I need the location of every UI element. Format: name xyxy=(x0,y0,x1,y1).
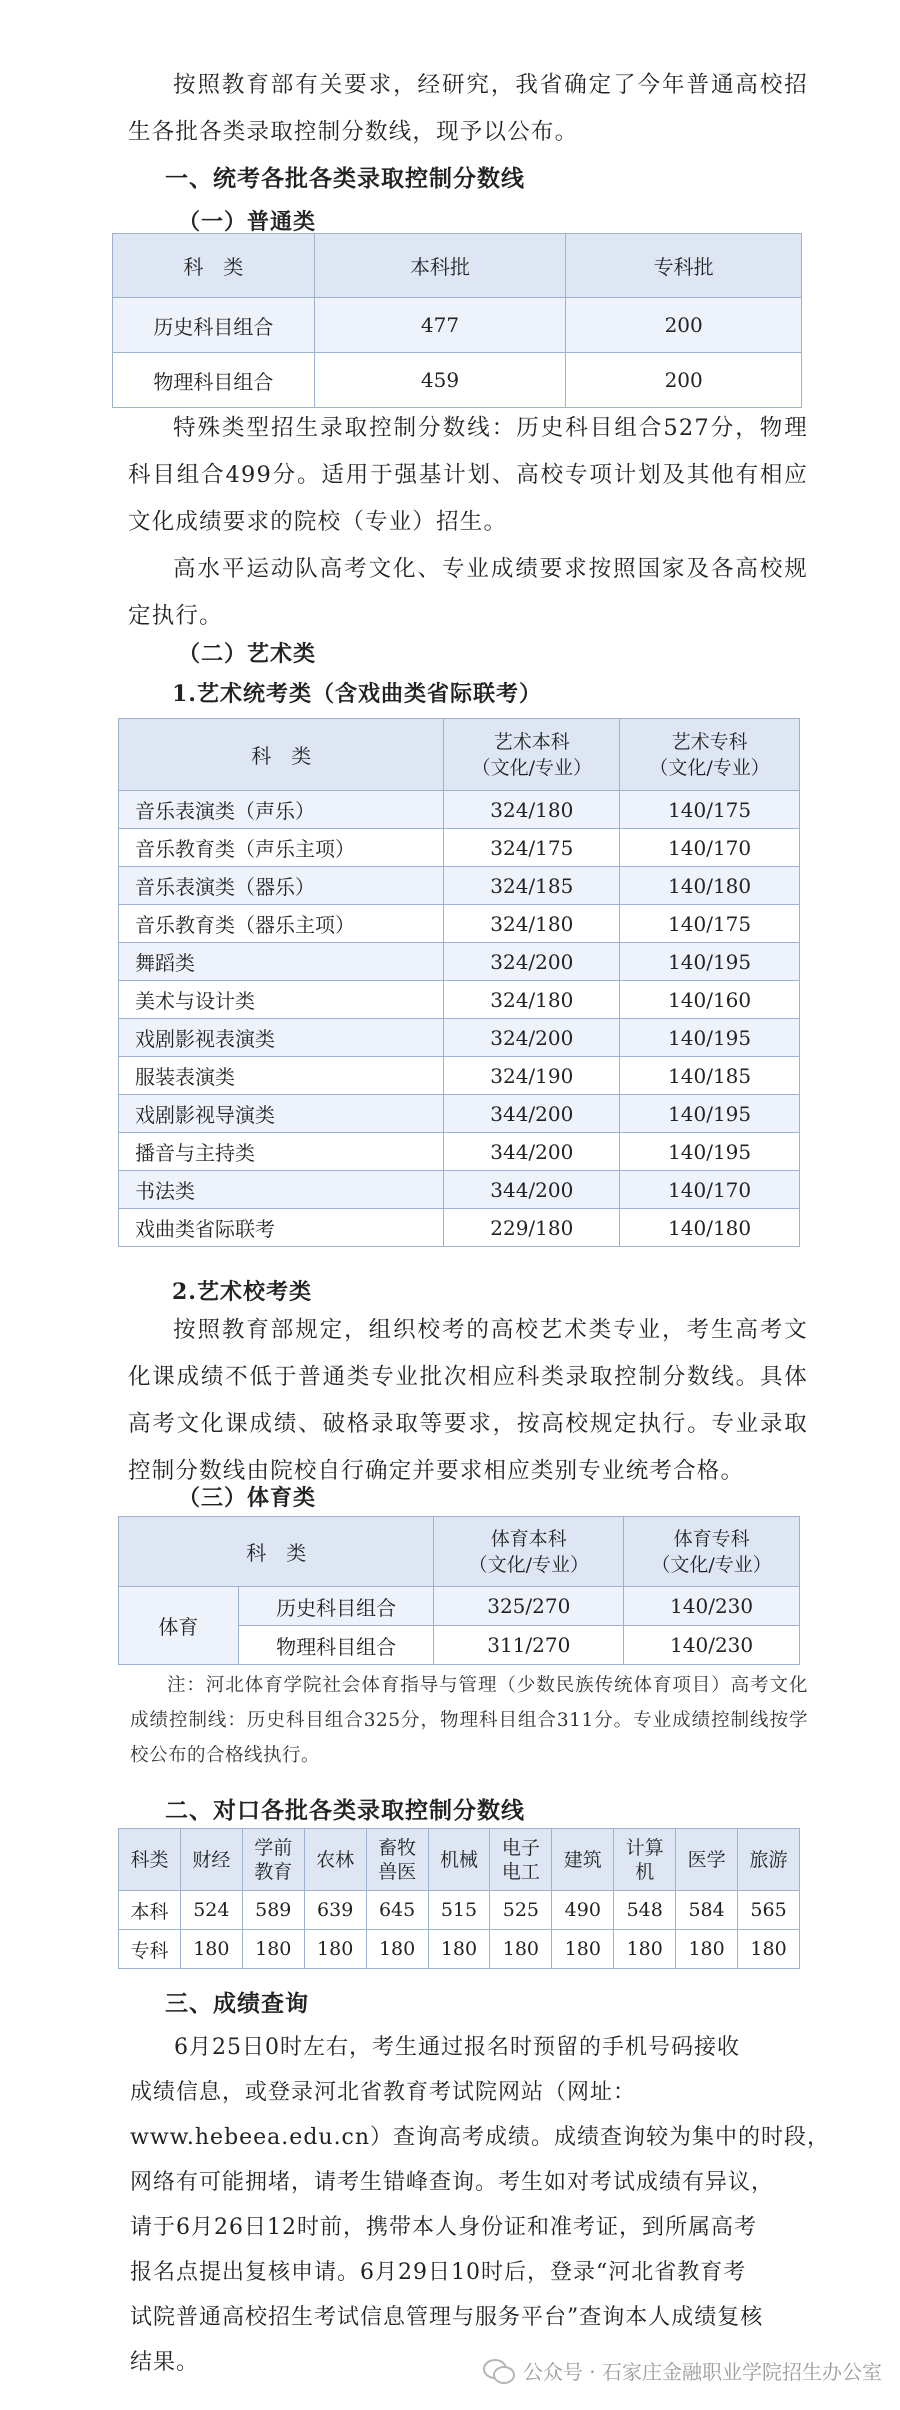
table-header-cell: 科 类 xyxy=(119,1517,434,1587)
table-cell: 524 xyxy=(180,1891,242,1930)
header-line: 艺术专科 xyxy=(671,730,748,753)
table-cell: 140/170 xyxy=(620,829,800,867)
table-cell: 180 xyxy=(490,1930,552,1969)
header-line: 科类 xyxy=(130,1848,169,1871)
query-line: 6月25日0时左右，考生通过报名时预留的手机号码接收 xyxy=(174,2035,740,2060)
header-line: 机械 xyxy=(439,1848,478,1871)
table-header-cell xyxy=(304,1829,366,1891)
art-school-paragraph: 按照教育部规定，组织校考的高校艺术类专业，考生高考文化课成绩不低于普通类专业批次相应科类录取控制分数线。具体高考文化课成绩、破格录取等要求，按高校规定执行。专业录取控制分数线由院校自行确定并要求相应类别专业统考合格。 xyxy=(128,1317,808,1484)
table-cell: 140/230 xyxy=(624,1587,800,1626)
query-line: 请于6月26日12时前，携带本人身份证和准考证，到所属高考 xyxy=(130,2215,757,2240)
table-cell: 639 xyxy=(304,1891,366,1930)
table-header-cell xyxy=(180,1829,242,1891)
table-header-cell xyxy=(444,719,620,791)
table-cell: 324/200 xyxy=(444,1019,620,1057)
table-cell: 140/195 xyxy=(620,1019,800,1057)
table-row xyxy=(119,791,800,829)
table-row xyxy=(119,905,800,943)
header-line: （文化/专业） xyxy=(471,756,592,779)
table-cell: 477 xyxy=(314,298,566,353)
table-cell: 229/180 xyxy=(444,1209,620,1247)
table-cell: 325/270 xyxy=(434,1587,624,1626)
table-header-cell: 本科批 xyxy=(314,234,566,298)
table-cell: 344/200 xyxy=(444,1095,620,1133)
table-cell: 324/200 xyxy=(444,943,620,981)
table-cell: 200 xyxy=(566,353,802,408)
table-header-row xyxy=(119,719,800,791)
header-line: （文化/专业） xyxy=(651,1553,772,1576)
table-header-cell xyxy=(366,1829,428,1891)
table-header-row xyxy=(113,234,802,298)
table-cell: 200 xyxy=(566,298,802,353)
table-cell: 140/175 xyxy=(620,791,800,829)
table-row xyxy=(119,1587,800,1626)
table-cell: 书法类 xyxy=(119,1171,444,1209)
wechat-icon xyxy=(483,2357,515,2383)
table-row xyxy=(119,829,800,867)
header-line: 体育本科 xyxy=(490,1527,567,1550)
query-line: 报名点提出复核申请。6月29日10时后，登录“河北省教育考 xyxy=(130,2260,747,2285)
table-cell: 324/180 xyxy=(444,905,620,943)
header-line: 医学 xyxy=(687,1848,726,1871)
table-cell: 180 xyxy=(614,1930,676,1969)
table-cell: 180 xyxy=(676,1930,738,1969)
table-cell: 140/175 xyxy=(620,905,800,943)
table-cell: 音乐教育类（声乐主项） xyxy=(119,829,444,867)
sub2-heading: （二）艺术类 xyxy=(178,641,317,667)
table-row xyxy=(119,867,800,905)
table-cell: 584 xyxy=(676,1891,738,1930)
sub2-1-heading: 1.艺术统考类（含戏曲类省际联考） xyxy=(172,681,542,707)
query-line: 结果。 xyxy=(130,2350,200,2375)
table-header-cell xyxy=(242,1829,304,1891)
header-line: 电子 xyxy=(501,1836,540,1859)
table-cell: 180 xyxy=(738,1930,800,1969)
table-cell: 645 xyxy=(366,1891,428,1930)
vocational-table xyxy=(118,1828,800,1969)
table-cell: 服装表演类 xyxy=(119,1057,444,1095)
section1-heading: 一、统考各批各类录取控制分数线 xyxy=(165,166,525,192)
header-line: 建筑 xyxy=(563,1848,602,1871)
table-cell: 589 xyxy=(242,1891,304,1930)
header-line: 机 xyxy=(635,1860,655,1883)
table-cell: 344/200 xyxy=(444,1171,620,1209)
table-header-cell xyxy=(676,1829,738,1891)
table-cell: 舞蹈类 xyxy=(119,943,444,981)
table-cell: 324/190 xyxy=(444,1057,620,1095)
table-cell: 490 xyxy=(552,1891,614,1930)
table-group-cell: 体育 xyxy=(119,1587,239,1665)
table-header-row xyxy=(119,1829,800,1891)
table-cell: 戏剧影视导演类 xyxy=(119,1095,444,1133)
table-cell: 专科 xyxy=(119,1930,181,1969)
table-header-cell xyxy=(614,1829,676,1891)
table-cell: 459 xyxy=(314,353,566,408)
sports-table xyxy=(118,1516,800,1665)
header-line: 农林 xyxy=(316,1848,355,1871)
query-paragraph xyxy=(130,2025,831,2385)
header-line: 学前 xyxy=(254,1836,293,1859)
table-header-cell: 科 类 xyxy=(113,234,315,298)
table-row xyxy=(119,1057,800,1095)
table-cell: 525 xyxy=(490,1891,552,1930)
table-cell: 324/180 xyxy=(444,791,620,829)
header-line: 畜牧 xyxy=(378,1836,417,1859)
table-row xyxy=(119,943,800,981)
table-cell: 140/170 xyxy=(620,1171,800,1209)
table-row xyxy=(113,353,802,408)
query-line: 网络有可能拥堵，请考生错峰查询。考生如对考试成绩有异议， xyxy=(130,2170,775,2195)
table-row xyxy=(119,1209,800,1247)
table-row xyxy=(113,298,802,353)
table-header-cell: 科 类 xyxy=(119,719,444,791)
table-cell: 180 xyxy=(366,1930,428,1969)
table-cell: 140/195 xyxy=(620,1133,800,1171)
table-cell: 音乐表演类（器乐） xyxy=(119,867,444,905)
table-cell: 180 xyxy=(242,1930,304,1969)
table-cell: 180 xyxy=(428,1930,490,1969)
table-header-cell: 专科批 xyxy=(566,234,802,298)
header-line: 艺术本科 xyxy=(493,730,570,753)
sub1-heading: （一）普通类 xyxy=(178,209,317,235)
table-cell: 180 xyxy=(180,1930,242,1969)
table-cell: 戏剧影视表演类 xyxy=(119,1019,444,1057)
art-table xyxy=(118,718,800,1247)
table-cell: 180 xyxy=(304,1930,366,1969)
header-line: 兽医 xyxy=(378,1860,417,1883)
table-header-cell xyxy=(428,1829,490,1891)
table-header-cell xyxy=(490,1829,552,1891)
header-line: 教育 xyxy=(254,1860,293,1883)
table-cell: 324/175 xyxy=(444,829,620,867)
sports-team-paragraph: 高水平运动队高考文化、专业成绩要求按照国家及各高校规定执行。 xyxy=(128,556,808,629)
table-cell: 324/185 xyxy=(444,867,620,905)
table-cell: 音乐表演类（声乐） xyxy=(119,791,444,829)
table-cell: 311/270 xyxy=(434,1626,624,1665)
header-line: （文化/专业） xyxy=(649,756,770,779)
table-header-row xyxy=(119,1517,800,1587)
table-cell: 180 xyxy=(552,1930,614,1969)
query-line: 试院普通高校招生考试信息管理与服务平台”查询本人成绩复核 xyxy=(130,2305,764,2330)
footer-text: 公众号 · 石家庄金融职业学院招生办公室 xyxy=(522,2359,882,2384)
footer-account xyxy=(0,2350,900,2390)
table-row xyxy=(119,981,800,1019)
table-cell: 戏曲类省际联考 xyxy=(119,1209,444,1247)
query-line: 成绩信息，或登录河北省教育考试院网站（网址： xyxy=(130,2080,637,2105)
table-header-cell xyxy=(738,1829,800,1891)
sub2-2-heading: 2.艺术校考类 xyxy=(172,1279,312,1305)
table-cell: 548 xyxy=(614,1891,676,1930)
section3-heading: 三、成绩查询 xyxy=(165,1991,309,2017)
header-line: 计算 xyxy=(625,1836,664,1859)
table-header-cell xyxy=(552,1829,614,1891)
table-cell: 历史科目组合 xyxy=(113,298,315,353)
table-cell: 565 xyxy=(738,1891,800,1930)
table-cell: 515 xyxy=(428,1891,490,1930)
table-header-cell xyxy=(624,1517,800,1587)
table-cell: 本科 xyxy=(119,1891,181,1930)
table-cell: 140/195 xyxy=(620,1095,800,1133)
table-cell: 344/200 xyxy=(444,1133,620,1171)
sub3-heading: （三）体育类 xyxy=(178,1485,317,1511)
sports-note: 注：河北体育学院社会体育指导与管理（少数民族传统体育项目）高考文化成绩控制线：历史科目组合325分，物理科目组合311分。专业成绩控制线按学校公布的合格线执行。 xyxy=(130,1675,808,1766)
table-cell: 播音与主持类 xyxy=(119,1133,444,1171)
table-cell: 物理科目组合 xyxy=(113,353,315,408)
header-line: 旅游 xyxy=(749,1848,788,1871)
table-cell: 140/180 xyxy=(620,1209,800,1247)
table-cell: 140/180 xyxy=(620,867,800,905)
header-line: （文化/专业） xyxy=(468,1553,589,1576)
table-cell: 324/180 xyxy=(444,981,620,1019)
table-row xyxy=(119,1891,800,1930)
section2-heading: 二、对口各批各类录取控制分数线 xyxy=(165,1798,525,1824)
table-header-cell xyxy=(434,1517,624,1587)
table-row xyxy=(119,1930,800,1969)
header-line: 财经 xyxy=(192,1848,231,1871)
table-row xyxy=(119,1095,800,1133)
table-cell: 美术与设计类 xyxy=(119,981,444,1019)
special-type-paragraph: 特殊类型招生录取控制分数线：历史科目组合527分，物理科目组合499分。适用于强基计划、高校专项计划及其他有相应文化成绩要求的院校（专业）招生。 xyxy=(128,415,808,535)
header-line: 电工 xyxy=(501,1860,540,1883)
table-row xyxy=(119,1133,800,1171)
query-line: www.hebeea.edu.cn）查询高考成绩。成绩查询较为集中的时段， xyxy=(130,2125,831,2150)
table-header-cell xyxy=(119,1829,181,1891)
table-row xyxy=(119,1019,800,1057)
table-cell: 140/195 xyxy=(620,943,800,981)
table-cell: 140/185 xyxy=(620,1057,800,1095)
table-cell: 140/160 xyxy=(620,981,800,1019)
intro-paragraph: 按照教育部有关要求，经研究，我省确定了今年普通高校招生各批各类录取控制分数线，现予以公布。 xyxy=(128,72,808,145)
general-table xyxy=(112,233,802,408)
table-cell: 历史科目组合 xyxy=(238,1587,434,1626)
table-row xyxy=(119,1171,800,1209)
table-cell: 音乐教育类（器乐主项） xyxy=(119,905,444,943)
table-header-cell xyxy=(620,719,800,791)
header-line: 体育专科 xyxy=(673,1527,750,1550)
table-cell: 140/230 xyxy=(624,1626,800,1665)
table-cell: 物理科目组合 xyxy=(238,1626,434,1665)
